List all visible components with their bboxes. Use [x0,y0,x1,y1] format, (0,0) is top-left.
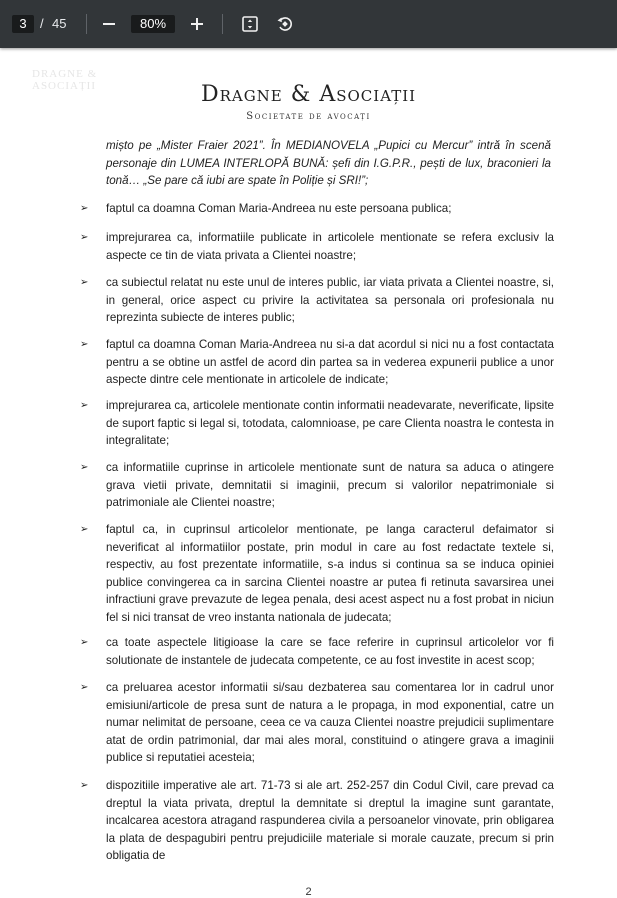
list-item-text: imprejurarea ca, articolele mentionate contin informatii neadevarate, neverificate, lipsite de suport faptic si legal si, totodata, calomnioase, pe care Clienta noastra le contesta in integralitate; [106,399,554,447]
list-item-text: faptul ca doamna Coman Maria-Andreea nu este persoana publica; [106,202,452,215]
page-separator: / [40,16,44,31]
list-item-text: ca informatiile cuprinse in articolele mentionate sunt de natura sa aduca o atingere grava vietii private, demnitatii si imaginii, precum si valorilor nepatrimoniale si patrimoniale ale Clientei noastre; [106,461,554,509]
arrow-bullet-icon: ➢ [80,637,89,648]
arrow-bullet-icon: ➢ [80,682,89,693]
intro-paragraph: mișto pe „Mister Fraier 2021”. În MEDIANOVELA „Pupici cu Mercur” intră în scenă personaje din LUMEA INTERLOPĂ BUNĂ: șefi din I.G.P.R., pești de lux, braconieri la tonă… „Se pare că iubi are spate în Poliție și SRI!”; [106,139,551,187]
pdf-toolbar [0,0,617,48]
firm-name: Dragne & Asociații [200,82,417,107]
faint-logo: DRAGNE & ASOCIAȚII [32,68,98,92]
list-item-text: ca preluarea acestor informatii si/sau dezbaterea sau comentarea lor in cadrul unor emisiuni/articole de presa sunt de natura a le propaga, in mod exponential, catre un numar nelimitat de persoane, ceea ce va cauza Clientei noastre prejudicii suplimentare atat de ordin patrimonial, dar mai ales moral, constituind o atingere grava a imaginii publice si reputatiei acesteia; [106,681,554,764]
list-item-text: ca subiectul relatat nu este unul de interes public, iar viata privata a Clientei noastre, si, in general, orice aspect cu privire la activitatea sa personala ori profesionala nu reprezinta subiecte de interes public; [106,276,554,324]
page-number-footer: 2 [305,886,312,898]
arrow-bullet-icon: ➢ [80,780,89,791]
arrow-bullet-icon: ➢ [80,400,89,411]
arrow-bullet-icon: ➢ [80,203,89,214]
zoom-in-button[interactable] [185,12,209,36]
toolbar-divider [86,14,87,34]
fit-page-button[interactable] [238,12,262,36]
list-item-text: imprejurarea ca, informatiile publicate in articolele mentionate se refera exclusiv la aspecte ce tin de viata privata a Clientei noastre; [106,231,554,262]
zoom-input[interactable]: 80% [131,15,175,33]
minus-icon [102,17,116,31]
list-item-text: ca toate aspectele litigioase la care se face referire in cuprinsul articolelor vor fi solutionate de instantele de judecata competente, ce au fost investite in acest scop; [106,636,554,667]
firm-subtitle: Societate de avocați [246,111,371,122]
arrow-bullet-icon: ➢ [80,277,89,288]
arrow-bullet-icon: ➢ [80,339,89,350]
list-item-text: faptul ca doamna Coman Maria-Andreea nu si-a dat acordul si nici nu a fost contactata pentru a se obtine un astfel de acord din partea sa in vederea expunerii publice a unor aspecte dintre cele mentionate in articolele de indicate; [106,338,554,386]
page-number-input[interactable]: 3 [12,15,34,33]
plus-icon [190,17,204,31]
arrow-bullet-icon: ➢ [80,462,89,473]
arrow-bullet-icon: ➢ [80,524,89,535]
zoom-out-button[interactable] [97,12,121,36]
list-item-text: dispozitiile imperative ale art. 71-73 si ale art. 252-257 din Codul Civil, care prevad ca dreptul la viata privata, dreptul la demnitate si dreptul la imagine sunt garantate, incalcarea acestora atragand raspunderea civila a persoanelor vinovate, prin obligarea la plata de despagubiri pentru prejudiciile materiale si morale cauzate, precum si prin obligatia de [106,779,554,862]
toolbar-divider [222,14,223,34]
arrow-bullet-icon: ➢ [80,232,89,243]
page-total: 45 [52,16,67,31]
rotate-icon [276,15,294,33]
fit-page-icon [241,15,259,33]
list-item-text: faptul ca, in cuprinsul articolelor mentionate, pe langa caracterul defaimator si neverificat al informatiilor postate, prin modul in care au fost redactate textele si, respectiv, au fost prezentate informatiile, s-a indus si continua sa se induca opiniei publice convingerea ca in sarcina Clientei noastre ar putea fi retinuta savarsirea unei infractiuni grave prevazute de legea penala, desi acest aspect nu a fost probat in niciun fel si nici transat de vreo instanta nationala de judecata; [106,523,554,624]
rotate-button[interactable] [273,12,297,36]
